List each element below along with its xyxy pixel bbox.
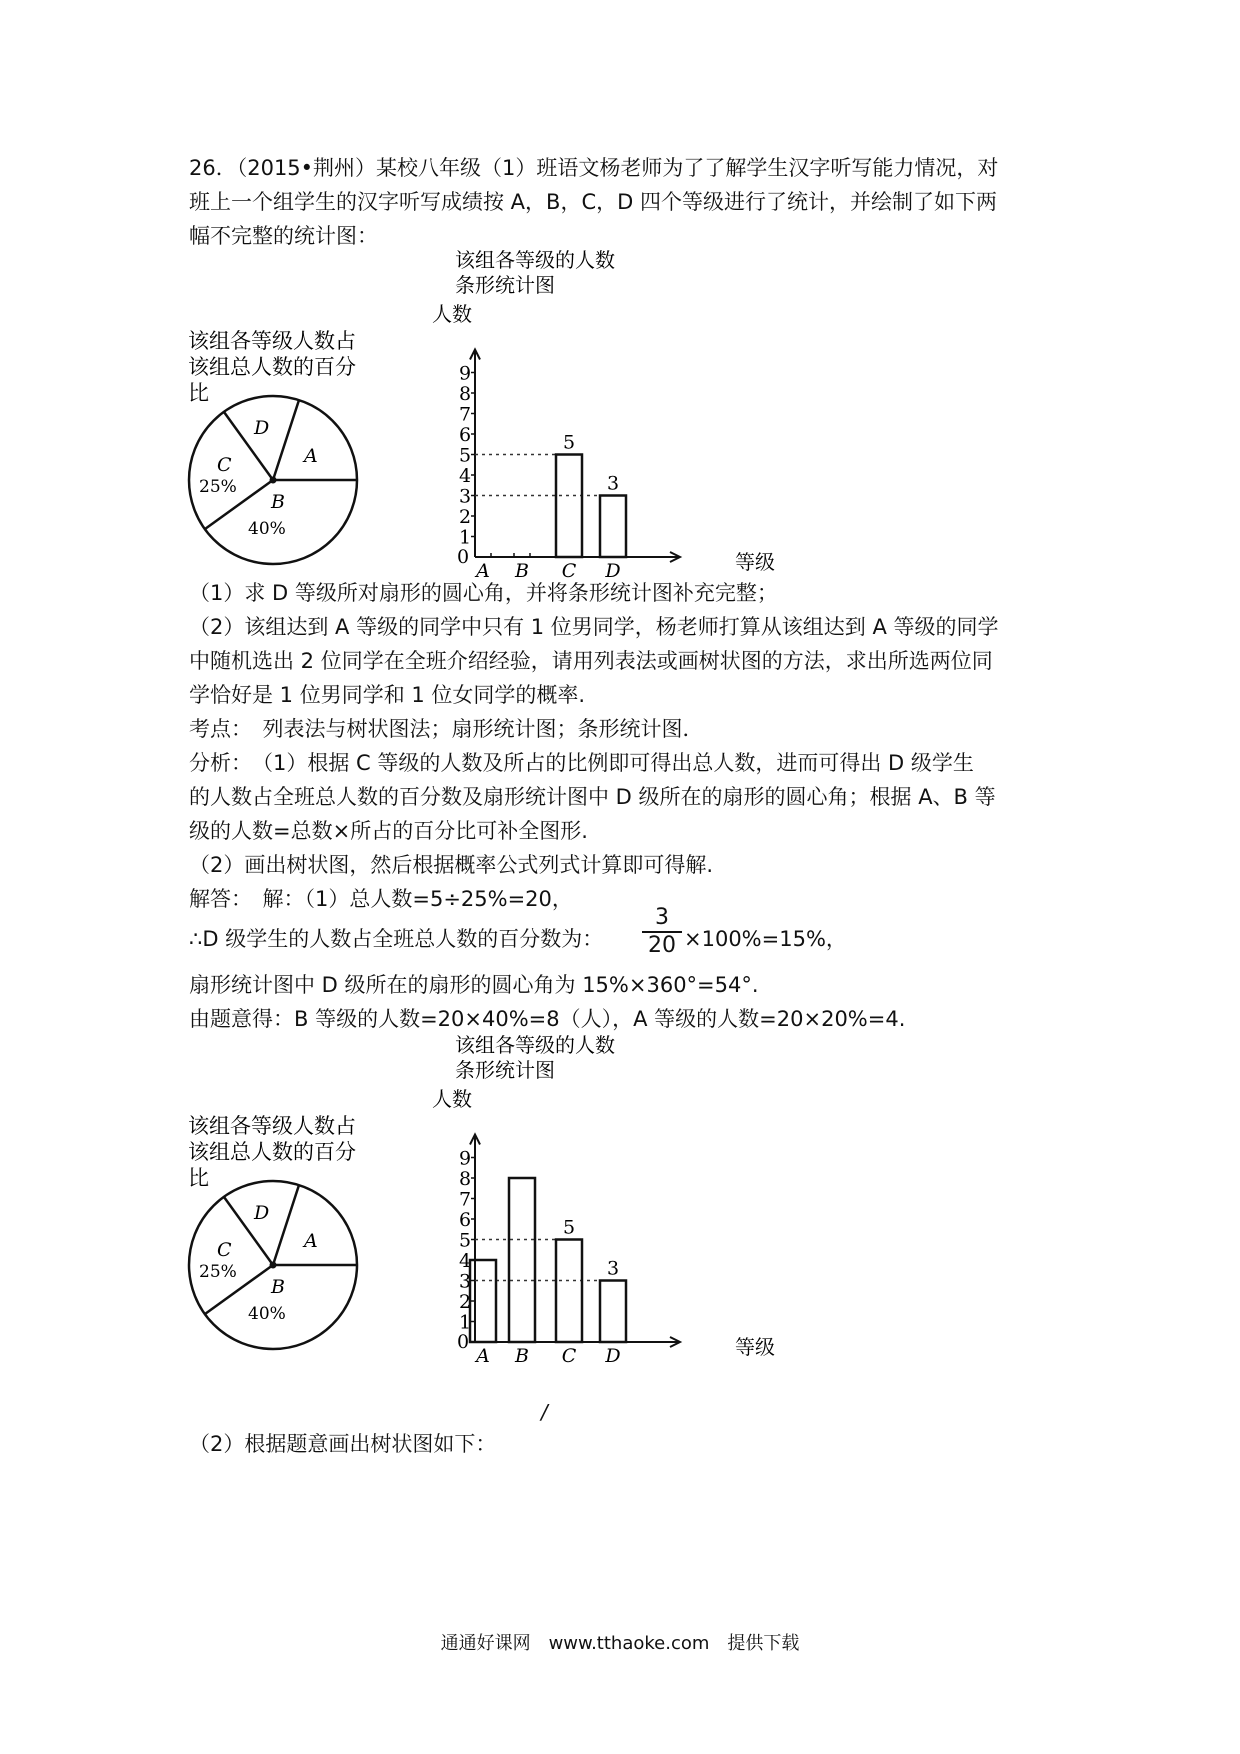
y-tick-label: 8 bbox=[459, 383, 472, 405]
step-angle: 扇形统计图中 D 级所在的扇形的圆心角为 15%×360°=54°. bbox=[189, 973, 759, 997]
pie-label-a: A bbox=[304, 1230, 318, 1252]
x-tick-label: A bbox=[476, 560, 490, 580]
jieda: 解答： 解：（1）总人数=5÷25%=20， bbox=[189, 887, 573, 911]
fenxi-line-2: 的人数占全班总人数的百分数及扇形统计图中 D 级所在的扇形的圆心角；根据 A、B 等 bbox=[189, 785, 996, 809]
pie-pct-c: 25% bbox=[199, 1262, 237, 1282]
bar bbox=[509, 1178, 535, 1342]
y-tick-label: 2 bbox=[459, 1291, 472, 1313]
x-tick-label: D bbox=[605, 560, 621, 580]
y-tick-label: 6 bbox=[459, 424, 472, 446]
x-tick-label: B bbox=[515, 560, 529, 580]
bar bbox=[556, 455, 582, 558]
y-tick-label: 5 bbox=[459, 444, 472, 467]
y-tick-label: 4 bbox=[459, 465, 472, 487]
bar-chart bbox=[432, 1033, 775, 1365]
data-label: 5 bbox=[562, 431, 576, 454]
pie-divider-a-d bbox=[273, 400, 299, 480]
chart-title-line: 条形统计图 bbox=[455, 1058, 555, 1082]
y-tick-label: 4 bbox=[459, 1250, 472, 1272]
y-tick-label: 0 bbox=[457, 1331, 470, 1353]
pie-pct-c: 25% bbox=[199, 477, 237, 497]
fraction-denominator: 20 bbox=[648, 933, 676, 958]
fenxi-line-4: （2）画出树状图，然后根据概率公式列式计算即可得解. bbox=[189, 853, 714, 877]
y-axis-label: 人数 bbox=[432, 1087, 472, 1111]
fraction-numerator: 3 bbox=[642, 905, 682, 933]
figure-2 bbox=[180, 1030, 800, 1365]
x-tick-label: D bbox=[605, 1345, 621, 1365]
data-label: 5 bbox=[562, 1216, 576, 1239]
step-d-suffix: ×100%=15%， bbox=[684, 927, 847, 951]
pie-pct-b: 40% bbox=[248, 1304, 286, 1324]
chart-title-line: 该组各等级的人数 bbox=[455, 248, 615, 272]
pie-label-c: C bbox=[217, 1239, 232, 1261]
pie-title-line: 该组各等级人数占 bbox=[188, 329, 356, 353]
y-tick-label: 7 bbox=[459, 403, 472, 426]
x-tick-label: A bbox=[476, 1345, 490, 1365]
problem-line-3: 幅不完整的统计图： bbox=[189, 224, 378, 248]
y-tick-label: 7 bbox=[459, 1188, 472, 1211]
pie-center bbox=[270, 1262, 277, 1269]
pie-label-b: B bbox=[271, 1276, 285, 1298]
y-tick-label: 1 bbox=[459, 1311, 472, 1334]
data-label: 3 bbox=[606, 472, 620, 495]
x-axis-label: 等级 bbox=[735, 1335, 775, 1359]
data-label: 3 bbox=[606, 1257, 620, 1280]
x-tick-label: C bbox=[561, 1345, 577, 1365]
fenxi-line-3: 级的人数=总数×所占的百分比可补全图形. bbox=[189, 819, 588, 843]
figure-1 bbox=[180, 245, 800, 580]
footer: 通通好课网 www.tthaoke.com 提供下载 bbox=[440, 1633, 800, 1654]
pie-chart bbox=[189, 396, 357, 564]
chart-title-line: 条形统计图 bbox=[455, 273, 555, 297]
y-tick-label: 6 bbox=[459, 1209, 472, 1231]
pie-label-a: A bbox=[304, 445, 318, 467]
y-tick-label: 3 bbox=[459, 485, 472, 508]
pie-title bbox=[188, 1114, 356, 1190]
pie-title-line: 该组总人数的百分 bbox=[188, 355, 356, 379]
y-tick-label: 0 bbox=[457, 546, 470, 568]
answer-2: （2）根据题意画出树状图如下： bbox=[189, 1432, 497, 1456]
x-tick-label: B bbox=[515, 1345, 529, 1365]
pie-title bbox=[188, 329, 356, 405]
y-tick-label: 3 bbox=[459, 1270, 472, 1293]
pie-label-c: C bbox=[217, 454, 232, 476]
pie-label-d: D bbox=[254, 1202, 270, 1224]
stray-mark: / bbox=[541, 1400, 548, 1424]
y-tick-label: 9 bbox=[459, 1147, 472, 1170]
y-axis-label: 人数 bbox=[432, 302, 472, 326]
pie-chart bbox=[189, 1181, 357, 1349]
step-ab: 由题意得：B 等级的人数=20×40%=8（人），A 等级的人数=20×20%=4. bbox=[189, 1007, 906, 1031]
bar bbox=[600, 1281, 626, 1343]
pie-label-d: D bbox=[254, 417, 270, 439]
y-tick-label: 2 bbox=[459, 506, 472, 528]
question-2-line-3: 学恰好是 1 位男同学和 1 位女同学的概率. bbox=[189, 683, 586, 707]
x-axis-label: 等级 bbox=[735, 550, 775, 574]
step-d-prefix: ∴D 级学生的人数占全班总人数的百分数为： bbox=[189, 927, 604, 951]
bar-chart bbox=[432, 248, 775, 580]
pie-divider-a-d bbox=[273, 1185, 299, 1265]
pie-center bbox=[270, 477, 277, 484]
question-1: （1）求 D 等级所对扇形的圆心角，并将条形统计图补充完整； bbox=[189, 581, 778, 605]
x-tick-label: C bbox=[561, 560, 577, 580]
fenxi-line-1: 分析： （1）根据 C 等级的人数及所占的比例即可得出总人数，进而可得出 D 级学生 bbox=[189, 751, 974, 775]
y-tick-label: 8 bbox=[459, 1168, 472, 1190]
pie-title-line: 比 bbox=[188, 381, 209, 405]
question-2-line-2: 中随机选出 2 位同学在全班介绍经验，请用列表法或画树状图的方法，求出所选两位同 bbox=[189, 649, 993, 673]
kaodian: 考点： 列表法与树状图法；扇形统计图；条形统计图． bbox=[189, 717, 704, 741]
y-tick-label: 1 bbox=[459, 526, 472, 549]
problem-line-2: 班上一个组学生的汉字听写成绩按 A，B，C，D 四个等级进行了统计，并绘制了如下两 bbox=[189, 190, 997, 214]
pie-pct-b: 40% bbox=[248, 519, 286, 539]
bar bbox=[600, 496, 626, 558]
pie-label-b: B bbox=[271, 491, 285, 513]
y-tick-label: 5 bbox=[459, 1229, 472, 1252]
pie-title-line: 比 bbox=[188, 1166, 209, 1190]
chart-title-line: 该组各等级的人数 bbox=[455, 1033, 615, 1057]
y-tick-label: 9 bbox=[459, 362, 472, 385]
pie-title-line: 该组各等级人数占 bbox=[188, 1114, 356, 1138]
problem-line-1: 26．（2015•荆州）某校八年级（1）班语文杨老师为了了解学生汉字听写能力情况，对 bbox=[189, 156, 999, 180]
question-2-line-1: （2）该组达到 A 等级的同学中只有 1 位男同学，杨老师打算从该组达到 A 等级的同学 bbox=[189, 615, 999, 639]
fraction bbox=[642, 905, 682, 959]
pie-title-line: 该组总人数的百分 bbox=[188, 1140, 356, 1164]
bar bbox=[556, 1240, 582, 1343]
